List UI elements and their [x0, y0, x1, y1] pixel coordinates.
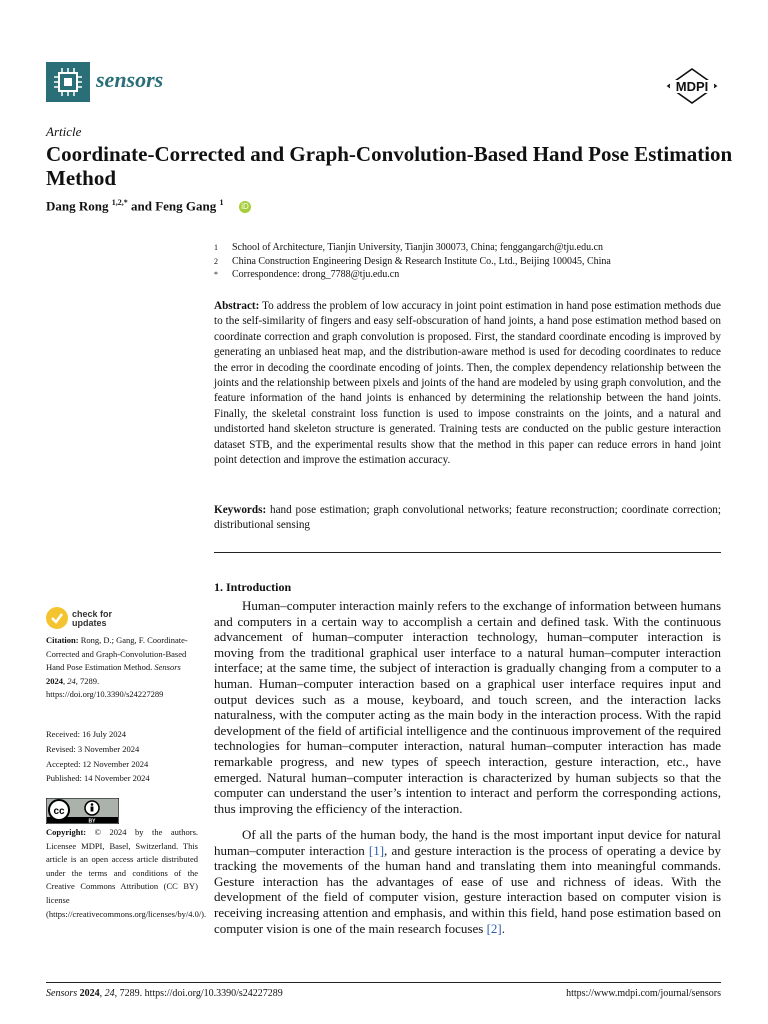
paragraph-text: .: [501, 920, 505, 936]
correspondence: [214, 268, 724, 282]
journal-name: sensors: [96, 67, 164, 92]
citation-doi[interactable]: , 7289. https://doi.org/10.3390/s24227289: [46, 675, 164, 700]
footer-doi[interactable]: , 7289. https://doi.org/10.3390/s24227289: [114, 988, 283, 999]
paragraph-text: Of all the parts of the human body, the hand is the most important input device for natural human–computer interaction: [214, 827, 721, 858]
affiliation-text: School of Architecture, Tianjin University, Tianjin 300073, China; fenggangarch@tju.edu.cn: [232, 242, 604, 253]
abstract-text: To address the problem of low accuracy in joint point estimation in hand pose estimation methods due to the self-similarity of fingers and easy self-obscuration of hand joints, a hand pose estimation method based on coordinate correction and graph convolution is proposed. First, the standard coordinate encoding is improved by generating an unbiased heat map, and the distribution-aware method is used for decoding coordinates to reduce the error in decoding the coordinate encoding of joints. Then, the complex dependency relationship between the joints and the relationship between pixels and joints of the hand are modeled by using graph convolution, and the feature information of the hand joints is enhanced by determining the relationship between the hand joints. Finally, the skeletal constraint loss function is used to impose constraints on the joints, and a natural and undistorted hand skeleton structure is generated. Training tests are conducted on the public gesture interaction dataset STB, and the experimental results show that the method in this paper can reduce errors in hand joint point detection and improve the estimation accuracy.: [214, 300, 721, 467]
intro-paragraph-2: [214, 827, 721, 936]
affiliation-mark: 1: [214, 243, 218, 252]
intro-paragraph-1: Human–computer interaction mainly refers to the exchange of information between humans and computers in a certain way to accomplish a certain and defined task. With the continuous advancement of human–computer interaction technology, human–computer interaction is moving from the traditional graphical user interface to a natural human–computer interaction interface; at the same time, the subject of interaction is gradually changing from a computer to a human. Human–computer interaction based on a graphical user interface requires input and output devices such as a mouse, keyboard, and touch screen, and the interaction lacks naturalness, with the computer acting as the main body in the interaction process. With the rapid development of the field of artificial intelligence and the continuous improvement of the required technologies for human–computer interaction, natural human–computer interaction has made remarkable progress, and new types of speech interaction, gesture interaction, etc., have emerged. Natural human–computer interaction is characterized by human subjects so that the computer can understand the user’s intention to interact and perform the corresponding actions, thus improving the efficiency of the interaction.: [214, 598, 721, 816]
section-divider: [214, 552, 721, 553]
affiliation-text: Correspondence: drong_7788@tju.edu.cn: [232, 269, 400, 280]
citation-text: Rong, D.; Gang, F. Coordinate-Corrected and Graph-Convolution-Based Hand Pose Estimation Method.: [46, 635, 188, 673]
keywords: [214, 503, 721, 534]
author-affiliation-marks: 1: [219, 198, 224, 207]
footer-journal-url[interactable]: https://www.mdpi.com/journal/sensors: [566, 988, 721, 999]
citation-label: Citation:: [46, 635, 79, 645]
paper-title: Coordinate-Corrected and Graph-Convolution-Based Hand Pose Estimation Method: [46, 142, 733, 190]
keywords-label: Keywords:: [214, 504, 267, 516]
published-date: Published: 14 November 2024: [46, 773, 150, 783]
affiliation-mark: 2: [214, 257, 218, 266]
citation-year: 2024: [46, 675, 63, 686]
affiliation-text: China Construction Engineering Design & Research Institute Co., Ltd., Beijing 100045, China: [232, 256, 611, 267]
abstract-label: Abstract:: [214, 300, 260, 312]
copyright-label: Copyright:: [46, 827, 87, 837]
copyright-text: © 2024 by the authors. Licensee MDPI, Basel, Switzerland. This article is an open access article distributed under the terms and conditions of the Creative Commons Attribution (CC BY) license (https://creativecommons.org/licenses/by/4.0/).: [46, 827, 207, 919]
author-name[interactable]: Feng Gang: [155, 198, 217, 214]
orcid-icon[interactable]: iD: [239, 201, 251, 213]
footer-volume: 24: [104, 988, 115, 999]
citation-link[interactable]: [1]: [368, 842, 385, 858]
affiliation-2: [214, 255, 724, 269]
check-for-updates-button[interactable]: [72, 610, 112, 628]
keywords-text: hand pose estimation; graph convolutional networks; feature reconstruction; coordinate correction; distributional sensing: [214, 504, 722, 532]
section-heading: 1. Introduction: [214, 580, 292, 594]
citation-link[interactable]: [2]: [486, 920, 502, 936]
publisher-name: MDPI: [675, 79, 709, 94]
journal-logo-icon: [46, 62, 90, 102]
citation-volume: 24: [67, 675, 76, 686]
copyright-block: [46, 826, 207, 921]
accepted-date: Accepted: 12 November 2024: [46, 759, 149, 769]
publisher-logo: [666, 68, 718, 104]
author-conjunction: and: [131, 198, 152, 214]
received-date: Received: 16 July 2024: [46, 729, 127, 739]
citation-block: Citation: Rong, D.; Gang, F. Coordinate-Corrected and Graph-Convolution-Based Hand Pose Estimation Method. Sensors 2024, 24, 7289. https://doi.org/10.3390/s24227289: [46, 635, 188, 700]
author-list: [46, 198, 224, 214]
abstract: [214, 299, 721, 468]
paragraph-text: , and gesture interaction is the process of operating a device by tracking the movements of the human hand and translating them into meaningful commands. Gesture interaction has the advantages of ease of use and richness of ideas. With the development of the field of computer vision, gesture interaction based on computer vision is receiving increasing attention and emphasis, and within this field, hand pose estimation based on computer vision is one of the main research focuses: [214, 842, 721, 936]
citation-journal: Sensors: [154, 662, 181, 673]
cc-mark: cc: [53, 806, 65, 817]
check-updates-line: check for: [72, 609, 113, 619]
cc-by-license-icon[interactable]: [46, 798, 119, 824]
footer-year: 2024: [79, 988, 100, 999]
check-updates-line: updates: [72, 618, 107, 628]
article-type: Article: [46, 124, 82, 139]
check-for-updates-icon[interactable]: [46, 607, 68, 629]
footer-divider: [46, 982, 721, 983]
revised-date: Revised: 3 November 2024: [46, 744, 140, 754]
affiliation-1: [214, 241, 724, 255]
footer-journal: Sensors: [46, 988, 78, 999]
affiliation-mark: *: [214, 270, 218, 279]
author-affiliation-marks: 1,2,*: [111, 198, 128, 207]
footer-citation: Sensors 2024, 24, 7289. https://doi.org/10.3390/s24227289: [46, 988, 283, 999]
author-name[interactable]: Dang Rong: [46, 198, 109, 214]
by-mark: BY: [88, 818, 96, 824]
